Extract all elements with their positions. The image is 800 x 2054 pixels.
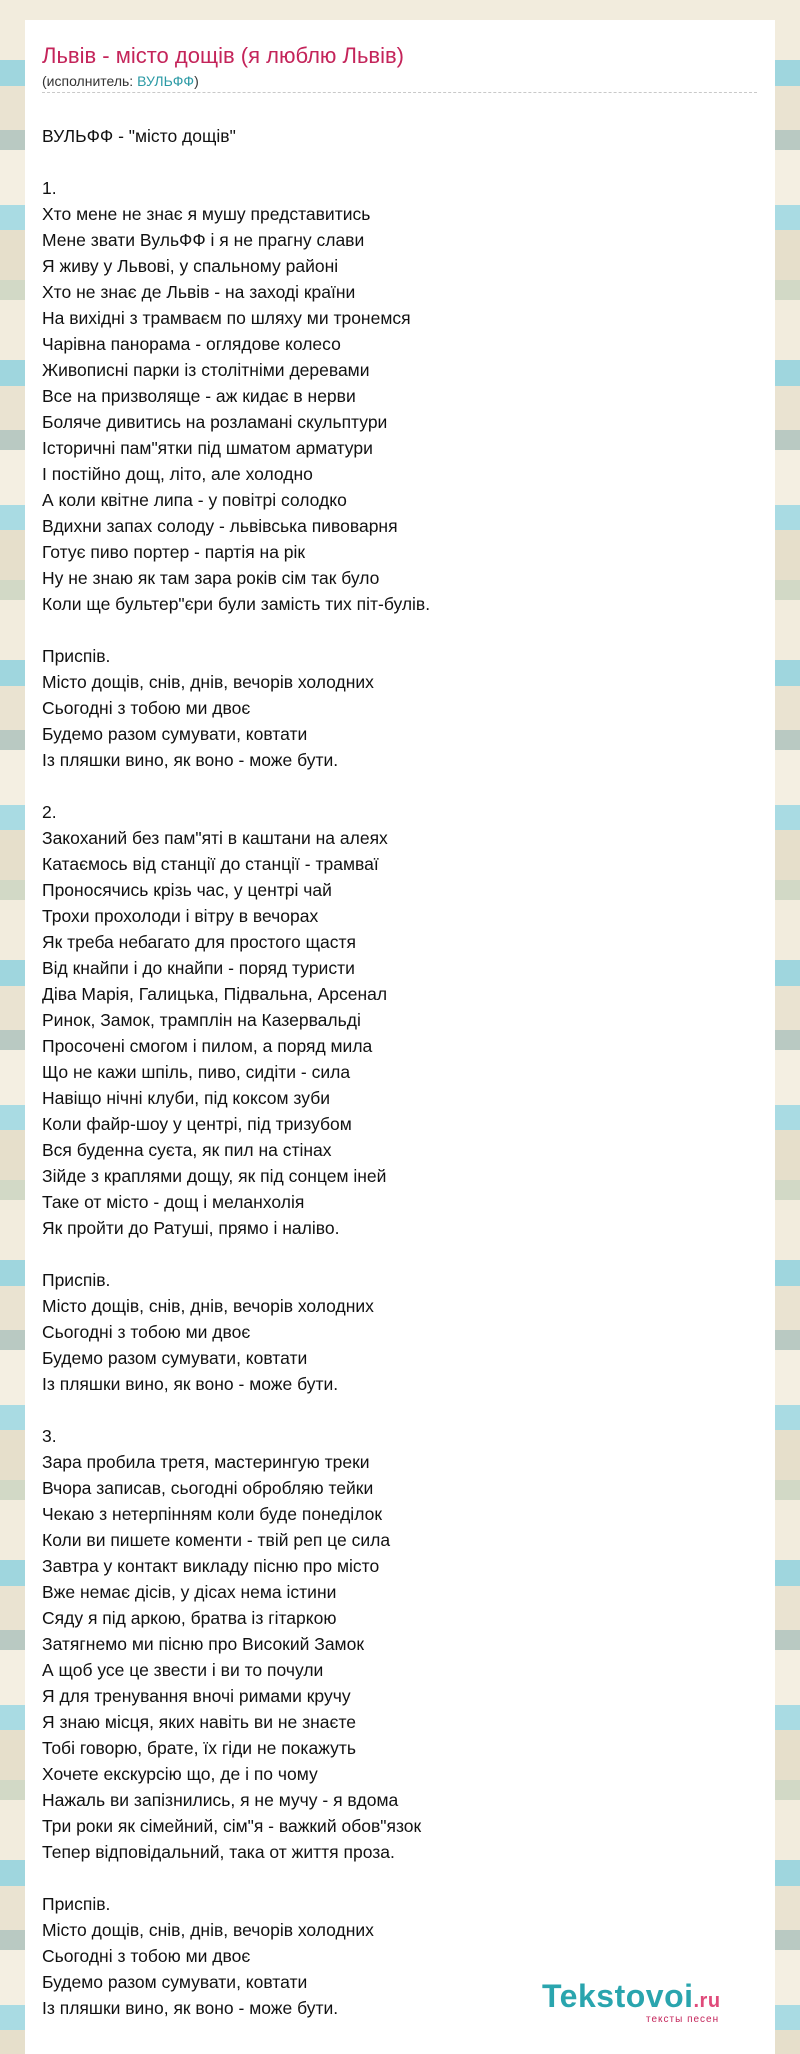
lyric-line: Чекаю з нетерпінням коли буде понеділок — [42, 1504, 382, 1524]
lyric-line: 3. — [42, 1426, 57, 1446]
lyric-line: На вихідні з трамваєм по шляху ми тронемся — [42, 308, 411, 328]
lyric-line: Хочете екскурсію що, де і по чому — [42, 1764, 318, 1784]
logo-ext: .ru — [693, 1990, 721, 2012]
lyric-line: ВУЛЬФФ - "місто дощів" — [42, 126, 236, 146]
lyric-line: Закоханий без пам"яті в каштани на алеях — [42, 828, 388, 848]
lyric-line: Я знаю місця, яких навіть ви не знаєте — [42, 1712, 356, 1732]
lyric-line — [42, 1397, 757, 1423]
lyric-line: Діва Марія, Галицька, Підвальна, Арсенал — [42, 984, 388, 1004]
artist-line — [42, 72, 199, 90]
lyric-line: Я живу у Львові, у спальному районі — [42, 256, 339, 276]
lyric-line: А коли квітне липа - у повітрі солодко — [42, 490, 347, 510]
lyric-line: Із пляшки вино, як воно - може бути. — [42, 750, 339, 770]
lyric-line: 1. — [42, 178, 57, 198]
lyric-line: Коли файр-шоу у центрі, під тризубом — [42, 1114, 352, 1134]
lyric-line: Вчора записав, сьогодні обробляю тейки — [42, 1478, 374, 1498]
lyrics-card — [25, 20, 775, 2054]
lyric-line: Як пройти до Ратуші, прямо і наліво. — [42, 1218, 340, 1238]
lyric-line: А щоб усе це звести і ви то почули — [42, 1660, 324, 1680]
lyric-line: Боляче дивитись на розламані скульптури — [42, 412, 388, 432]
lyric-line: Вже немає дісів, у дісах нема істини — [42, 1582, 337, 1602]
lyric-line: І постійно дощ, літо, але холодно — [42, 464, 313, 484]
lyric-line: Будемо разом сумувати, ковтати — [42, 1348, 308, 1368]
lyric-line: Місто дощів, снів, днів, вечорів холодних — [42, 1296, 374, 1316]
lyric-line: Проносячись крізь час, у центрі чай — [42, 880, 332, 900]
logo-tagline: тексты песен — [646, 2014, 720, 2025]
lyric-line — [42, 1241, 757, 1267]
lyric-line: Затягнемо ми пісню про Високий Замок — [42, 1634, 364, 1654]
lyrics-text — [42, 123, 757, 2021]
lyric-line: Чарівна панорама - оглядове колесо — [42, 334, 341, 354]
tekstovoi-logo[interactable] — [542, 1978, 772, 2028]
lyric-line: Коли ви пишете коменти - твій реп це сила — [42, 1530, 391, 1550]
lyric-line: Тобі говорю, брате, їх гіди не покажуть — [42, 1738, 356, 1758]
lyric-line: Завтра у контакт викладу пісню про місто — [42, 1556, 380, 1576]
page-title: Львів - місто дощів (я люблю Львів) — [42, 43, 405, 68]
lyric-line: Від кнайпи і до кнайпи - поряд туристи — [42, 958, 355, 978]
lyric-line: Що не кажи шпіль, пиво, сидіти - сила — [42, 1062, 351, 1082]
title-divider — [42, 92, 757, 93]
lyric-line: Приспів. — [42, 1894, 111, 1914]
lyric-line: Ну не знаю як там зара років сім так було — [42, 568, 380, 588]
artist-suffix: ) — [194, 73, 199, 89]
logo-wordmark — [542, 1978, 721, 2019]
lyric-line: Трохи прохолоди і вітру в вечорах — [42, 906, 319, 926]
lyric-line: Сьогодні з тобою ми двоє — [42, 1946, 251, 1966]
lyric-line: Як треба небагато для простого щастя — [42, 932, 356, 952]
lyric-line: Сьогодні з тобою ми двоє — [42, 698, 251, 718]
lyric-line: Готує пиво портер - партія на рік — [42, 542, 306, 562]
lyric-line — [42, 617, 757, 643]
logo-name: Tekstovoi — [542, 1978, 694, 2014]
lyric-line: Мене звати ВульФФ і я не прагну слави — [42, 230, 365, 250]
lyric-line — [42, 149, 757, 175]
lyric-line — [42, 773, 757, 799]
lyric-line: Сьогодні з тобою ми двоє — [42, 1322, 251, 1342]
lyric-line: 2. — [42, 802, 57, 822]
lyric-line: Зара пробила третя, мастерингую треки — [42, 1452, 370, 1472]
lyric-line: Місто дощів, снів, днів, вечорів холодних — [42, 672, 374, 692]
lyric-line: Тепер відповідальний, така от життя проза. — [42, 1842, 395, 1862]
lyric-line: Історичні пам"ятки під шматом арматури — [42, 438, 373, 458]
artist-prefix: (исполнитель: — [42, 73, 138, 89]
lyric-line: Три роки як сімейний, сім"я - важкий обов"язок — [42, 1816, 422, 1836]
lyric-line: Навіщо нічні клуби, під коксом зуби — [42, 1088, 330, 1108]
lyric-line: Нажаль ви запізнились, я не мучу - я вдома — [42, 1790, 399, 1810]
lyric-line: Із пляшки вино, як воно - може бути. — [42, 1998, 339, 2018]
lyric-line: Будемо разом сумувати, ковтати — [42, 724, 308, 744]
lyric-line: Живописні парки із столітніми деревами — [42, 360, 370, 380]
lyric-line: Із пляшки вино, як воно - може бути. — [42, 1374, 339, 1394]
lyric-line: Сяду я під аркою, братва із гітаркою — [42, 1608, 337, 1628]
lyric-line — [42, 1865, 757, 1891]
lyric-line: Таке от місто - дощ і меланхолія — [42, 1192, 305, 1212]
lyric-line: Катаємось від станції до станції - трамваї — [42, 854, 379, 874]
lyric-line: Хто мене не знає я мушу представитись — [42, 204, 371, 224]
lyric-line: Будемо разом сумувати, ковтати — [42, 1972, 308, 1992]
lyric-line: Місто дощів, снів, днів, вечорів холодних — [42, 1920, 374, 1940]
lyric-line: Вдихни запах солоду - львівська пивоварня — [42, 516, 398, 536]
lyric-line: Я для тренування вночі римами кручу — [42, 1686, 351, 1706]
lyric-line: Зійде з краплями дощу, як під сонцем іней — [42, 1166, 387, 1186]
lyric-line: Все на призволяще - аж кидає в нерви — [42, 386, 356, 406]
lyric-line: Коли ще бультер"єри були замість тих піт-булів. — [42, 594, 431, 614]
lyric-line: Вся буденна суєта, як пил на стінах — [42, 1140, 332, 1160]
lyric-line: Приспів. — [42, 1270, 111, 1290]
artist-link[interactable]: ВУЛЬФФ — [137, 73, 195, 89]
lyric-line: Ринок, Замок, трамплін на Казервальді — [42, 1010, 361, 1030]
lyric-line: Хто не знає де Львів - на заході країни — [42, 282, 356, 302]
lyric-line: Просочені смогом і пилом, а поряд мила — [42, 1036, 373, 1056]
lyric-line: Приспів. — [42, 646, 111, 666]
